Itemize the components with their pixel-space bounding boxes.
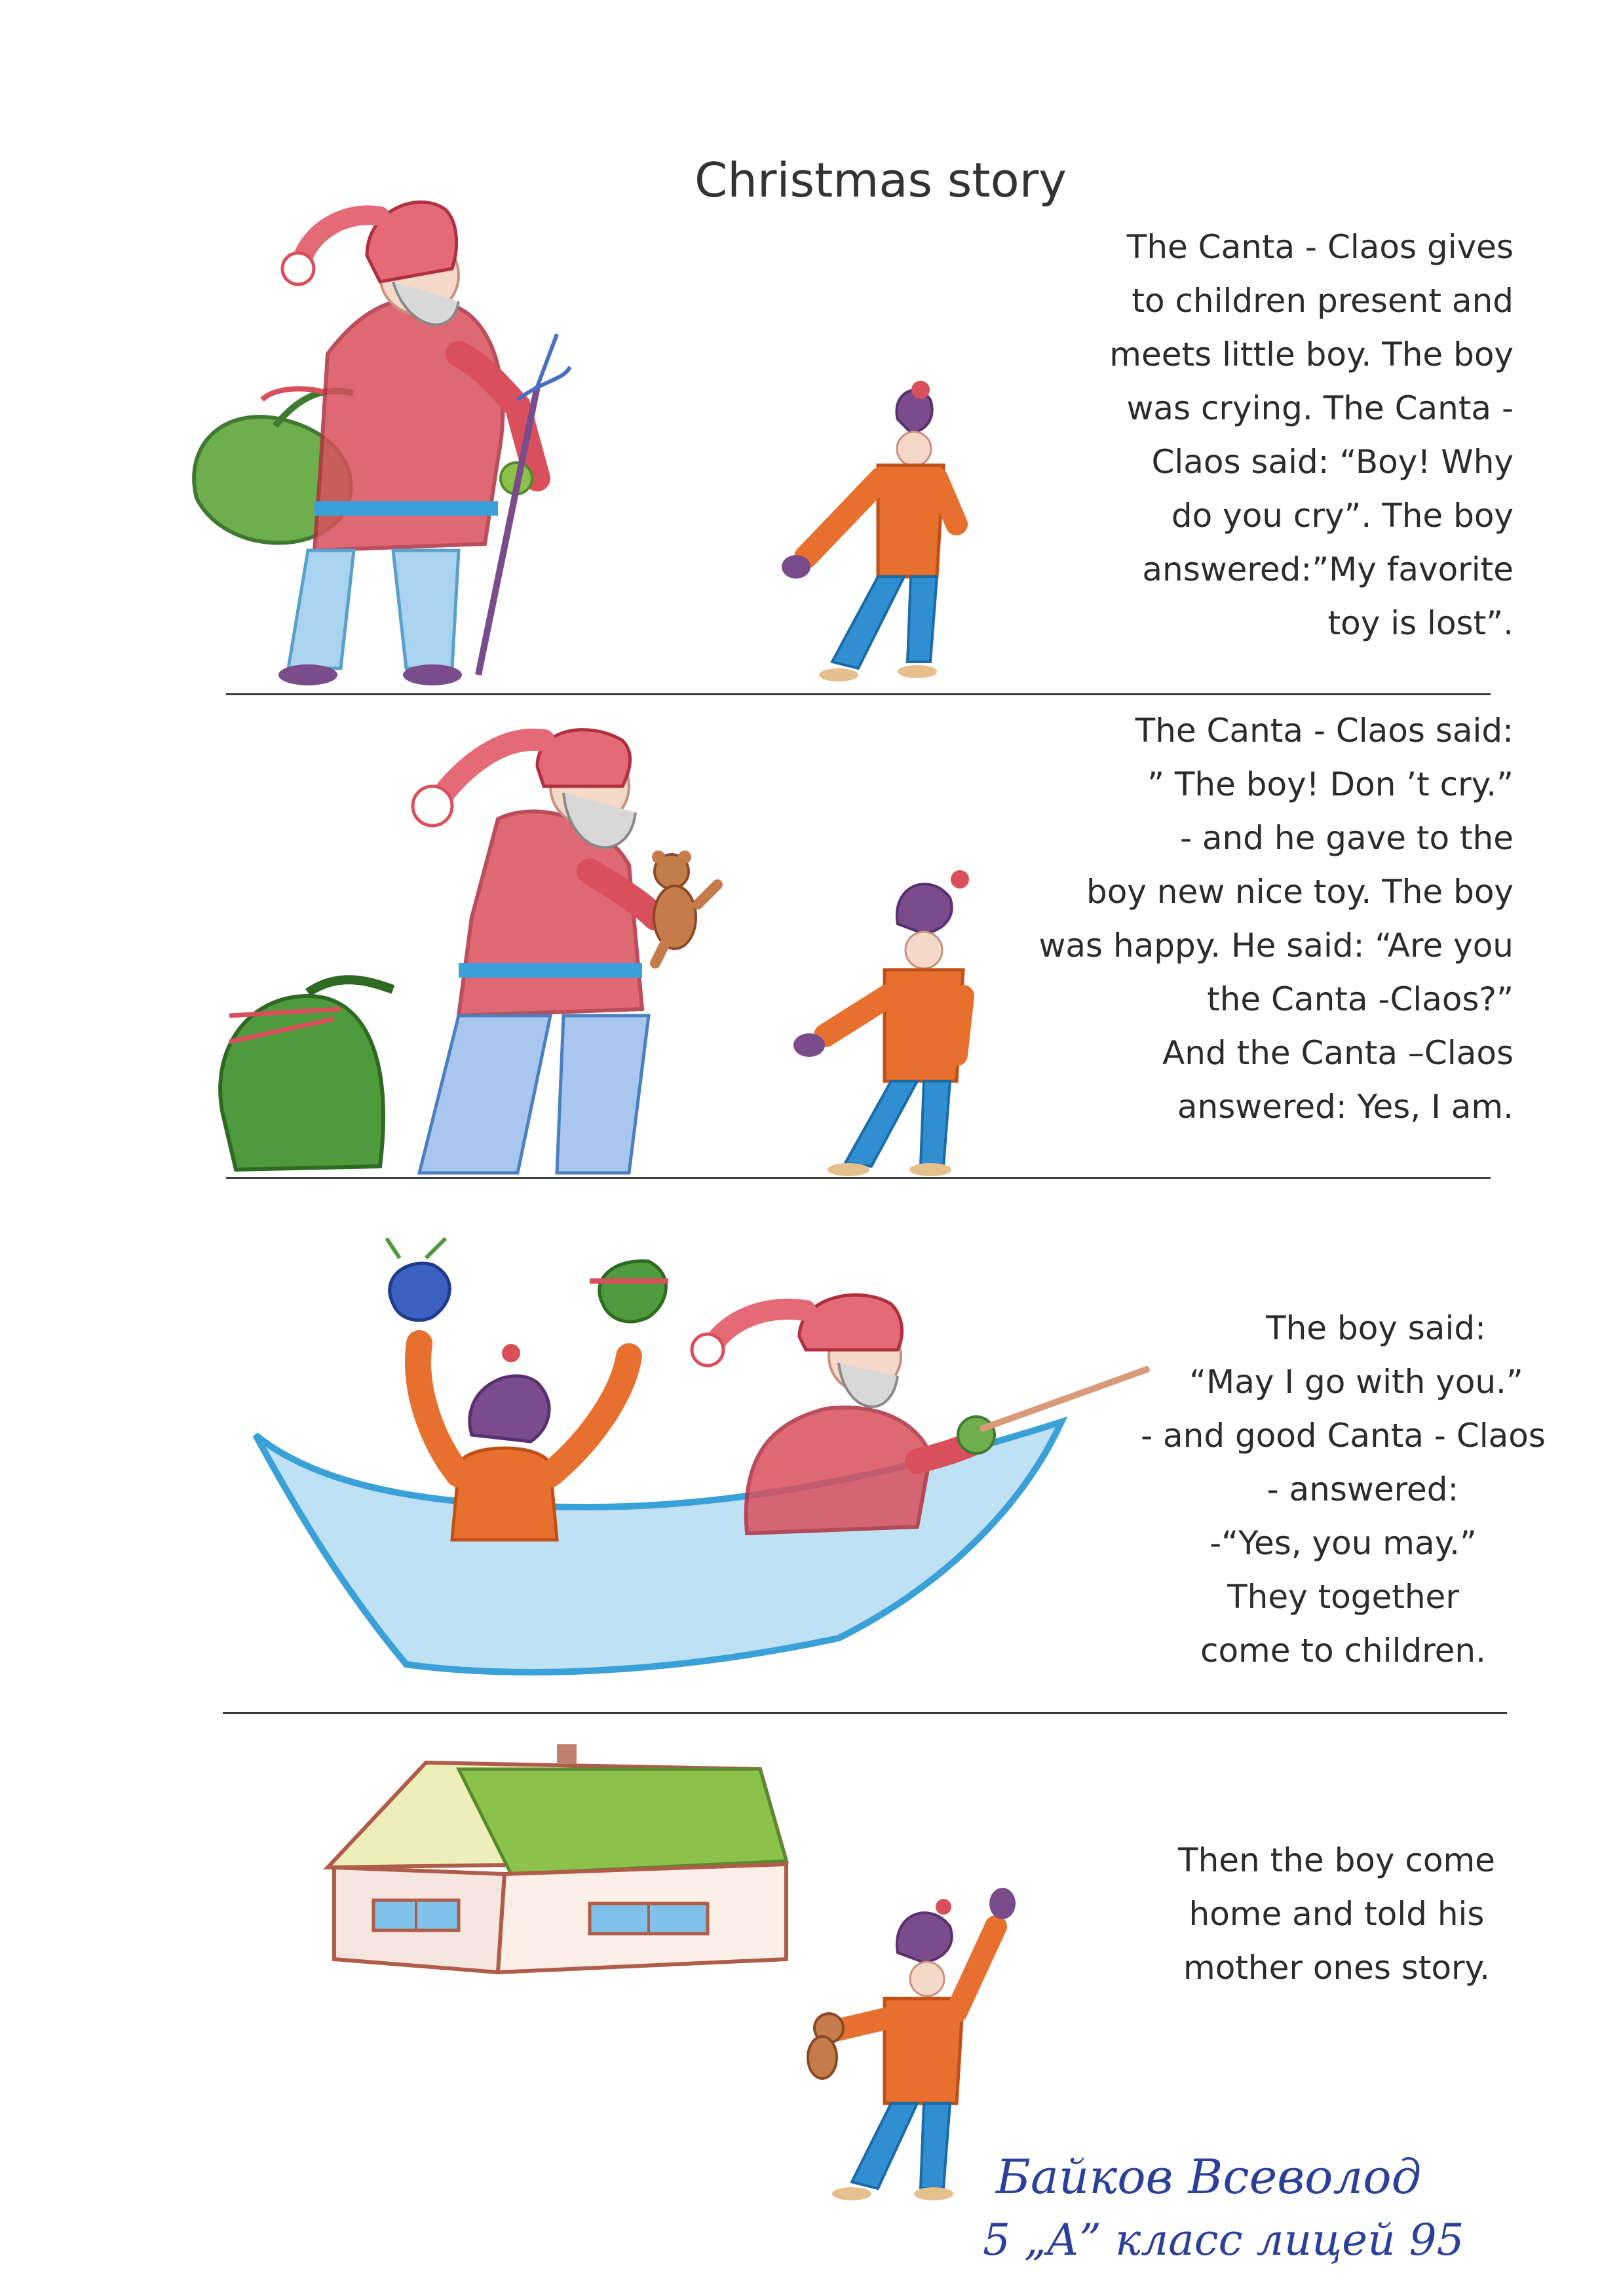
story-line: The Canta - Claos gives — [1126, 228, 1514, 266]
story-line: Then the boy come — [1178, 1841, 1495, 1879]
story-line: - and good Canta - Claos — [1141, 1417, 1546, 1455]
handwritten-signature — [970, 2136, 1559, 2293]
page-title: Christmas story — [695, 153, 1067, 208]
signature-name: Байков Всеволод — [996, 2149, 1422, 2204]
story-line: home and told his — [1189, 1895, 1485, 1933]
story-line: answered: Yes, I am. — [1177, 1088, 1514, 1126]
story-line: do you cry”. The boy — [1171, 497, 1514, 535]
story-line: -“Yes, you may.” — [1209, 1524, 1477, 1562]
story-line: mother ones story. — [1183, 1949, 1490, 1987]
story-line: was crying. The Canta - — [1126, 389, 1514, 427]
story-line: “May I go with you.” — [1189, 1363, 1523, 1401]
story-line: answered:”My favorite — [1142, 550, 1514, 588]
story-line: And the Canta –Claos — [1162, 1034, 1514, 1072]
story-line: boy new nice toy. The boy — [1086, 873, 1514, 911]
story-line: the Canta -Claos?” — [1207, 980, 1514, 1018]
story-line: come to children. — [1200, 1632, 1487, 1670]
panel-4-text — [1140, 1833, 1533, 1995]
story-line: toy is lost”. — [1327, 604, 1514, 642]
signature-class: 5 „А” класс лицей 95 — [983, 2215, 1464, 2265]
story-line: to children present and — [1132, 282, 1514, 320]
story-line: Claos said: “Boy! Why — [1151, 443, 1514, 481]
panel-3-text — [1081, 1301, 1605, 1677]
story-line: They together — [1227, 1578, 1459, 1616]
house — [328, 1744, 786, 1972]
story-line: meets little boy. The boy — [1109, 335, 1514, 373]
story-line: The boy said: — [1266, 1309, 1486, 1347]
story-line: The Canta - Claos said: — [1135, 712, 1514, 750]
story-line: - answered: — [1267, 1470, 1459, 1508]
story-line: ” The boy! Don ’t cry.” — [1147, 765, 1514, 803]
story-line: - and he gave to the — [1179, 819, 1514, 857]
story-line: was happy. He said: “Are you — [1038, 927, 1514, 965]
